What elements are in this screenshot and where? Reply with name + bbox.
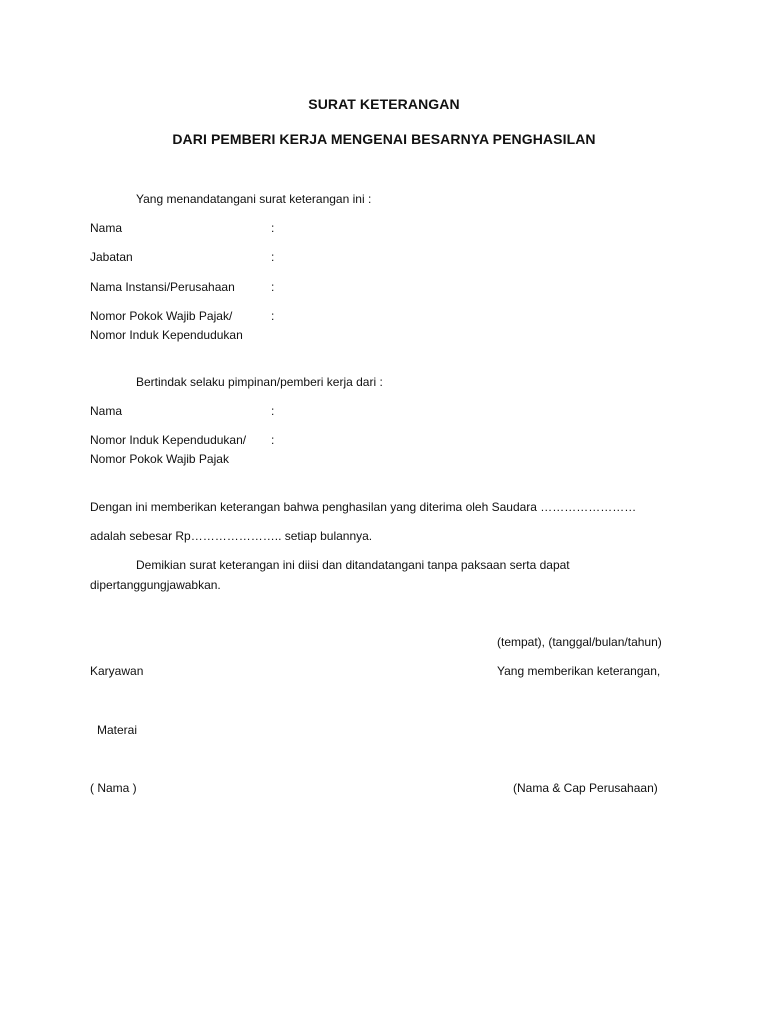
employee-label: Karyawan	[90, 664, 144, 678]
company-name-stamp: (Nama & Cap Perusahaan)	[513, 781, 658, 795]
document-title: SURAT KETERANGAN	[308, 96, 460, 112]
signer-npwp-colon: :	[271, 309, 275, 323]
signer-position-label: Jabatan	[90, 250, 133, 264]
place-date: (tempat), (tanggal/bulan/tahun)	[497, 635, 662, 649]
statement-line-1: Dengan ini memberikan keterangan bahwa penghasilan yang diterima oleh Saudara ……………………	[90, 500, 637, 514]
employer-name-label: Nama	[90, 404, 123, 418]
signer-npwp-label-line2: Nomor Induk Kependudukan	[90, 328, 243, 342]
employer-nik-label-line2: Nomor Pokok Wajib Pajak	[90, 452, 229, 466]
provider-label: Yang memberikan keterangan,	[497, 664, 661, 678]
signer-name-colon: :	[271, 221, 275, 235]
closing-line-1: Demikian surat keterangan ini diisi dan ditandatangani tanpa paksaan serta dapat	[136, 558, 570, 572]
employer-name-colon: :	[271, 404, 275, 418]
closing-line-2: dipertanggungjawabkan.	[90, 578, 221, 592]
signer-name-label: Nama	[90, 221, 123, 235]
document-subtitle: DARI PEMBERI KERJA MENGENAI BESARNYA PENGHASILAN	[172, 131, 596, 147]
stamp-label: Materai	[97, 723, 138, 737]
signer-position-colon: :	[271, 250, 275, 264]
signer-company-colon: :	[271, 280, 275, 294]
statement-line-2: adalah sebesar Rp………………….. setiap bulannya.	[90, 529, 373, 543]
signer-company-label: Nama Instansi/Perusahaan	[90, 280, 235, 294]
signer-intro: Yang menandatangani surat keterangan ini :	[136, 192, 372, 206]
employer-nik-label-line1: Nomor Induk Kependudukan/	[90, 433, 247, 447]
employer-intro: Bertindak selaku pimpinan/pemberi kerja dari :	[136, 375, 383, 389]
signer-npwp-label-line1: Nomor Pokok Wajib Pajak/	[90, 309, 233, 323]
employee-name: ( Nama )	[90, 781, 137, 795]
employer-nik-colon: :	[271, 433, 275, 447]
